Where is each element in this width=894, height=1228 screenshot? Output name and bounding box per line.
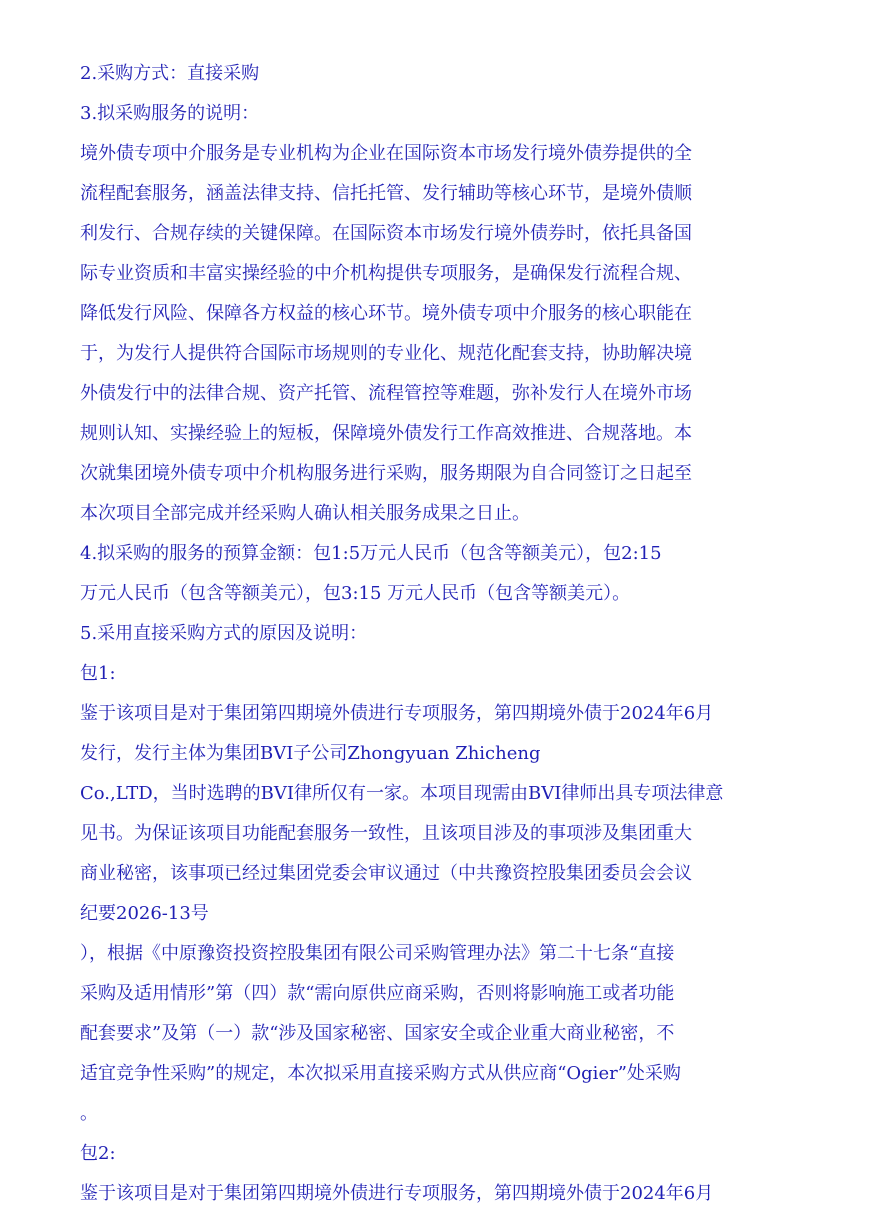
text-line: 规则认知、实操经验上的短板，保障境外债发行工作高效推进、合规落地。本 xyxy=(80,423,692,444)
text-line: 境外债专项中介服务是专业机构为企业在国际资本市场发行境外债券提供的全 xyxy=(80,143,692,164)
text-line: ），根据《中原豫资投资控股集团有限公司采购管理办法》第二十七条“直接 xyxy=(80,943,675,964)
text-line: 采购及适用情形”第（四）款“需向原供应商采购，否则将影响施工或者功能 xyxy=(80,983,675,1004)
text-line: 配套要求”及第（一）款“涉及国家秘密、国家安全或企业重大商业秘密，不 xyxy=(80,1023,675,1044)
text-line: 。 xyxy=(80,1103,98,1124)
text-line: Co.,LTD，当时选聘的BVI律所仅有一家。本项目现需由BVI律师出具专项法律意 xyxy=(80,783,724,804)
text-line: 于，为发行人提供符合国际市场规则的专业化、规范化配套支持，协助解决境 xyxy=(80,343,692,364)
text-line: 4.拟采购的服务的预算金额：包1:5万元人民币（包含等额美元），包2:15 xyxy=(80,543,662,564)
document-body xyxy=(80,54,800,1214)
text-line: 包2: xyxy=(80,1143,116,1164)
text-line: 外债发行中的法律合规、资产托管、流程管控等难题，弥补发行人在境外市场 xyxy=(80,383,692,404)
text-line: 利发行、合规存续的关键保障。在国际资本市场发行境外债券时，依托具备国 xyxy=(80,223,692,244)
text-line: 见书。为保证该项目功能配套服务一致性，且该项目涉及的事项涉及集团重大 xyxy=(80,823,692,844)
text-line: 际专业资质和丰富实操经验的中介机构提供专项服务，是确保发行流程合规、 xyxy=(80,263,692,284)
text-line: 本次项目全部完成并经采购人确认相关服务成果之日止。 xyxy=(80,503,530,524)
text-line: 2.采购方式：直接采购 xyxy=(80,63,260,84)
text-line: 鉴于该项目是对于集团第四期境外债进行专项服务，第四期境外债于2024年6月 xyxy=(80,703,714,724)
text-line: 5.采用直接采购方式的原因及说明： xyxy=(80,623,368,644)
text-line: 降低发行风险、保障各方权益的核心环节。境外债专项中介服务的核心职能在 xyxy=(80,303,692,324)
text-line: 万元人民币（包含等额美元），包3:15 万元人民币（包含等额美元）。 xyxy=(80,583,631,604)
text-line: 发行，发行主体为集团BVI子公司Zhongyuan Zhicheng xyxy=(80,743,541,764)
text-line: 纪要2026-13号 xyxy=(80,903,209,924)
text-line: 商业秘密，该事项已经过集团党委会审议通过（中共豫资控股集团委员会会议 xyxy=(80,863,692,884)
text-line: 包1: xyxy=(80,663,116,684)
text-line: 3.拟采购服务的说明： xyxy=(80,103,260,124)
text-line: 适宜竞争性采购”的规定，本次拟采用直接采购方式从供应商“Ogier”处采购 xyxy=(80,1063,681,1084)
text-line: 次就集团境外债专项中介机构服务进行采购，服务期限为自合同签订之日起至 xyxy=(80,463,692,484)
text-line: 鉴于该项目是对于集团第四期境外债进行专项服务，第四期境外债于2024年6月 xyxy=(80,1183,714,1204)
text-line: 流程配套服务，涵盖法律支持、信托托管、发行辅助等核心环节，是境外债顺 xyxy=(80,183,692,204)
